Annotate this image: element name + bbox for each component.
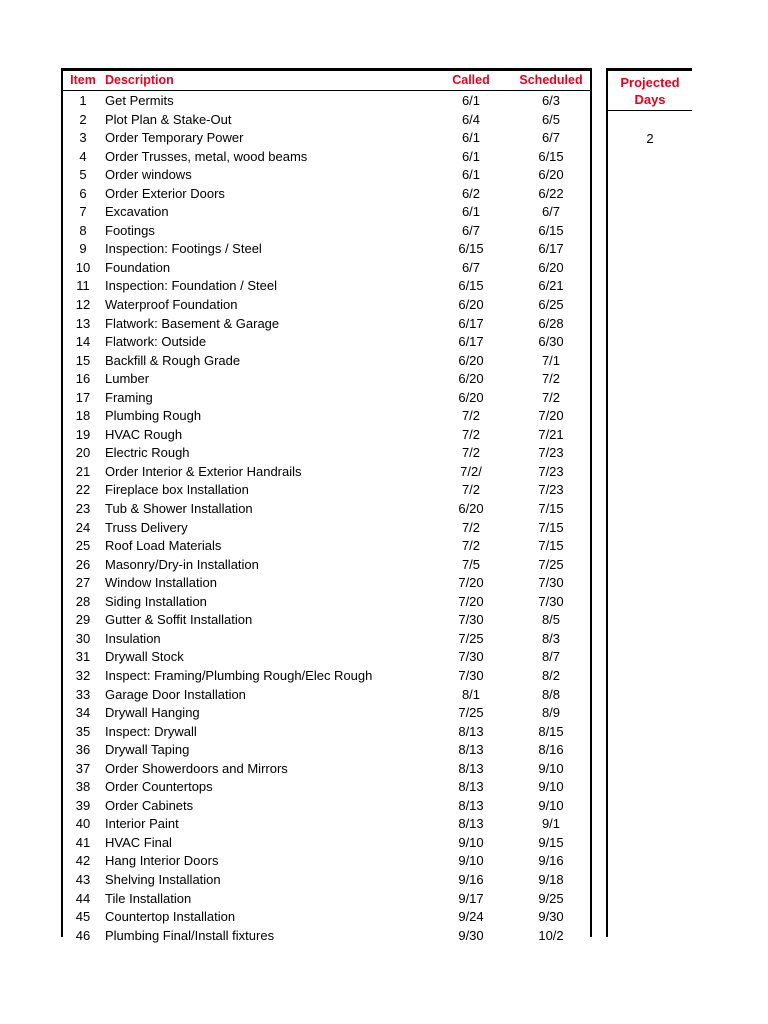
header-scheduled: Scheduled bbox=[519, 73, 583, 87]
table-row bbox=[63, 166, 590, 185]
cell-scheduled: 9/10 bbox=[538, 779, 564, 795]
cell-scheduled: 6/7 bbox=[541, 204, 561, 220]
cell-called: 7/25 bbox=[458, 705, 484, 721]
cell-scheduled: 7/1 bbox=[541, 352, 561, 368]
cell-called: 6/1 bbox=[461, 167, 481, 183]
cell-description: Inspection: Foundation / Steel bbox=[105, 278, 278, 294]
cell-called: 6/15 bbox=[458, 241, 484, 257]
cell-description: Hang Interior Doors bbox=[105, 853, 219, 869]
cell-called: 7/2 bbox=[461, 445, 481, 461]
cell-scheduled: 8/15 bbox=[538, 723, 564, 739]
table-row bbox=[63, 129, 590, 148]
cell-description: Fireplace box Installation bbox=[105, 482, 249, 498]
cell-description: Garage Door Installation bbox=[105, 686, 246, 702]
cell-called: 7/2 bbox=[461, 519, 481, 535]
table-row bbox=[63, 148, 590, 167]
cell-called: 6/1 bbox=[461, 148, 481, 164]
cell-item: 26 bbox=[75, 556, 91, 572]
cell-description: Electric Rough bbox=[105, 445, 190, 461]
cell-item: 36 bbox=[75, 742, 91, 758]
cell-item: 30 bbox=[75, 630, 91, 646]
cell-scheduled: 6/30 bbox=[538, 334, 564, 350]
cell-item: 15 bbox=[75, 352, 91, 368]
table-row bbox=[63, 277, 590, 296]
cell-description: Lumber bbox=[105, 371, 150, 387]
cell-description: Waterproof Foundation bbox=[105, 297, 238, 313]
cell-scheduled: 7/30 bbox=[538, 575, 564, 591]
table-row bbox=[63, 352, 590, 371]
cell-description: Foundation bbox=[105, 259, 171, 275]
cell-called: 6/20 bbox=[458, 501, 484, 517]
cell-called: 6/7 bbox=[461, 222, 481, 238]
cell-description: Drywall Stock bbox=[105, 649, 184, 665]
table-row bbox=[63, 778, 590, 797]
cell-item: 37 bbox=[75, 760, 91, 776]
cell-scheduled: 8/3 bbox=[541, 630, 561, 646]
table-row bbox=[63, 370, 590, 389]
cell-item: 10 bbox=[75, 259, 91, 275]
header-item: Item bbox=[70, 73, 96, 87]
table-row bbox=[63, 92, 590, 111]
cell-called: 7/30 bbox=[458, 667, 484, 683]
table-row bbox=[63, 760, 590, 779]
cell-description: Window Installation bbox=[105, 575, 217, 591]
cell-scheduled: 6/7 bbox=[541, 130, 561, 146]
cell-called: 7/20 bbox=[458, 575, 484, 591]
table-row bbox=[63, 407, 590, 426]
table-row bbox=[63, 723, 590, 742]
cell-scheduled: 9/25 bbox=[538, 890, 564, 906]
cell-called: 8/13 bbox=[458, 760, 484, 776]
table-row bbox=[63, 815, 590, 834]
projected-header-line2: Days bbox=[634, 92, 666, 107]
cell-item: 33 bbox=[75, 686, 91, 702]
cell-description: Roof Load Materials bbox=[105, 538, 222, 554]
cell-item: 5 bbox=[79, 167, 87, 183]
cell-called: 8/13 bbox=[458, 816, 484, 832]
cell-description: Order Cabinets bbox=[105, 797, 194, 813]
cell-description: Countertop Installation bbox=[105, 909, 236, 925]
table-row bbox=[63, 111, 590, 130]
cell-called: 9/30 bbox=[458, 927, 484, 943]
cell-item: 28 bbox=[75, 593, 91, 609]
cell-called: 6/7 bbox=[461, 259, 481, 275]
table-row bbox=[63, 797, 590, 816]
cell-called: 6/1 bbox=[461, 93, 481, 108]
table-row bbox=[63, 222, 590, 241]
table-row bbox=[63, 593, 590, 612]
cell-item: 40 bbox=[75, 816, 91, 832]
cell-scheduled: 8/16 bbox=[538, 742, 564, 758]
cell-called: 9/24 bbox=[458, 909, 484, 925]
projected-days-header bbox=[608, 71, 692, 111]
cell-description: Order Temporary Power bbox=[105, 130, 244, 146]
table-row bbox=[63, 426, 590, 445]
table-row bbox=[63, 890, 590, 909]
table-row bbox=[63, 315, 590, 334]
cell-called: 8/13 bbox=[458, 779, 484, 795]
cell-item: 24 bbox=[75, 519, 91, 535]
projected-days-column bbox=[606, 68, 692, 937]
table-row bbox=[63, 834, 590, 853]
table-row bbox=[63, 611, 590, 630]
cell-called: 6/17 bbox=[458, 315, 484, 331]
cell-description: Plot Plan & Stake-Out bbox=[105, 111, 232, 127]
cell-item: 43 bbox=[75, 871, 91, 887]
cell-scheduled: 6/3 bbox=[541, 93, 561, 108]
cell-called: 8/13 bbox=[458, 742, 484, 758]
cell-scheduled: 9/30 bbox=[538, 909, 564, 925]
cell-called: 6/20 bbox=[458, 371, 484, 387]
cell-item: 41 bbox=[75, 834, 91, 850]
table-row bbox=[63, 259, 590, 278]
table-row bbox=[63, 537, 590, 556]
cell-item: 16 bbox=[75, 371, 91, 387]
cell-called: 6/2 bbox=[461, 185, 481, 201]
cell-scheduled: 7/20 bbox=[538, 408, 564, 424]
table-row bbox=[63, 500, 590, 519]
cell-description: Tile Installation bbox=[105, 890, 192, 906]
cell-description: Order Interior & Exterior Handrails bbox=[105, 463, 302, 479]
cell-scheduled: 6/22 bbox=[538, 185, 564, 201]
cell-description: Masonry/Dry-in Installation bbox=[105, 556, 259, 572]
cell-item: 45 bbox=[75, 909, 91, 925]
cell-item: 29 bbox=[75, 612, 91, 628]
cell-called: 7/2 bbox=[461, 482, 481, 498]
cell-item: 12 bbox=[75, 297, 91, 313]
cell-item: 25 bbox=[75, 538, 91, 554]
cell-item: 38 bbox=[75, 779, 91, 795]
cell-description: Drywall Hanging bbox=[105, 705, 200, 721]
cell-scheduled: 9/10 bbox=[538, 760, 564, 776]
cell-description: Gutter & Soffit Installation bbox=[105, 612, 253, 628]
cell-called: 9/10 bbox=[458, 834, 484, 850]
cell-called: 6/20 bbox=[458, 352, 484, 368]
table-row bbox=[63, 574, 590, 593]
header-called: Called bbox=[452, 73, 490, 87]
projected-header-line1: Projected bbox=[620, 75, 680, 90]
cell-description: Siding Installation bbox=[105, 593, 207, 609]
cell-item: 9 bbox=[79, 241, 87, 257]
cell-called: 6/17 bbox=[458, 334, 484, 350]
cell-scheduled: 9/16 bbox=[538, 853, 564, 869]
cell-scheduled: 8/2 bbox=[541, 667, 561, 683]
table-row bbox=[63, 852, 590, 871]
cell-description: Drywall Taping bbox=[105, 742, 190, 758]
cell-scheduled: 7/15 bbox=[538, 501, 564, 517]
cell-scheduled: 6/5 bbox=[541, 111, 561, 127]
cell-scheduled: 8/8 bbox=[541, 686, 561, 702]
cell-description: Interior Paint bbox=[105, 816, 179, 832]
cell-description: Tub & Shower Installation bbox=[105, 501, 253, 517]
cell-called: 7/2/ bbox=[460, 463, 482, 479]
cell-description: Footings bbox=[105, 222, 155, 238]
cell-scheduled: 9/1 bbox=[541, 816, 561, 832]
cell-scheduled: 8/5 bbox=[541, 612, 561, 628]
table-row bbox=[63, 686, 590, 705]
table-row bbox=[63, 519, 590, 538]
cell-item: 23 bbox=[75, 501, 91, 517]
cell-called: 7/2 bbox=[461, 538, 481, 554]
cell-item: 27 bbox=[75, 575, 91, 591]
table-row bbox=[63, 871, 590, 890]
cell-called: 7/5 bbox=[461, 556, 481, 572]
cell-description: Order Countertops bbox=[105, 779, 213, 795]
cell-scheduled: 6/15 bbox=[538, 148, 564, 164]
cell-scheduled: 7/23 bbox=[538, 482, 564, 498]
cell-item: 6 bbox=[79, 185, 87, 201]
cell-called: 6/4 bbox=[461, 111, 481, 127]
cell-called: 7/20 bbox=[458, 593, 484, 609]
cell-item: 1 bbox=[79, 93, 87, 108]
table-row bbox=[63, 741, 590, 760]
cell-scheduled: 7/2 bbox=[541, 389, 561, 405]
cell-scheduled: 6/25 bbox=[538, 297, 564, 313]
cell-item: 17 bbox=[75, 389, 91, 405]
cell-item: 3 bbox=[79, 130, 87, 146]
cell-called: 7/25 bbox=[458, 630, 484, 646]
cell-called: 6/20 bbox=[458, 297, 484, 313]
cell-description: Inspection: Footings / Steel bbox=[105, 241, 262, 257]
cell-called: 7/2 bbox=[461, 408, 481, 424]
cell-description: Order Exterior Doors bbox=[105, 185, 225, 201]
cell-description: Order Trusses, metal, wood beams bbox=[105, 148, 308, 164]
table-body bbox=[63, 92, 590, 945]
cell-scheduled: 6/17 bbox=[538, 241, 564, 257]
cell-description: Inspect: Drywall bbox=[105, 723, 197, 739]
cell-item: 8 bbox=[79, 222, 87, 238]
cell-scheduled: 6/28 bbox=[538, 315, 564, 331]
cell-called: 7/30 bbox=[458, 612, 484, 628]
cell-item: 44 bbox=[75, 890, 91, 906]
cell-item: 14 bbox=[75, 334, 91, 350]
cell-called: 8/13 bbox=[458, 797, 484, 813]
cell-description: Framing bbox=[105, 389, 153, 405]
cell-scheduled: 7/25 bbox=[538, 556, 564, 572]
table-header bbox=[63, 71, 590, 91]
cell-item: 4 bbox=[79, 148, 87, 164]
cell-description: HVAC Final bbox=[105, 834, 172, 850]
table-row bbox=[63, 908, 590, 927]
cell-scheduled: 10/2 bbox=[538, 927, 564, 943]
cell-item: 7 bbox=[79, 204, 87, 220]
cell-description: Plumbing Final/Install fixtures bbox=[105, 927, 275, 943]
header-description: Description bbox=[105, 73, 174, 87]
cell-called: 6/1 bbox=[461, 130, 481, 146]
cell-item: 32 bbox=[75, 667, 91, 683]
cell-scheduled: 6/21 bbox=[538, 278, 564, 294]
cell-description: Flatwork: Basement & Garage bbox=[105, 315, 280, 331]
schedule-table bbox=[61, 68, 592, 943]
cell-item: 42 bbox=[75, 853, 91, 869]
cell-scheduled: 7/21 bbox=[538, 426, 564, 442]
cell-item: 21 bbox=[75, 463, 91, 479]
cell-scheduled: 7/15 bbox=[538, 538, 564, 554]
table-row bbox=[63, 203, 590, 222]
cell-called: 8/13 bbox=[458, 723, 484, 739]
cell-scheduled: 9/18 bbox=[538, 871, 564, 887]
table-row bbox=[63, 333, 590, 352]
cell-description: Get Permits bbox=[105, 93, 174, 108]
cell-item: 22 bbox=[75, 482, 91, 498]
table-row bbox=[63, 240, 590, 259]
cell-scheduled: 8/9 bbox=[541, 705, 561, 721]
table-row bbox=[63, 185, 590, 204]
cell-called: 9/10 bbox=[458, 853, 484, 869]
cell-description: Order windows bbox=[105, 167, 192, 183]
cell-called: 7/30 bbox=[458, 649, 484, 665]
cell-scheduled: 6/20 bbox=[538, 167, 564, 183]
cell-description: Excavation bbox=[105, 204, 169, 220]
cell-description: Backfill & Rough Grade bbox=[105, 352, 241, 368]
cell-description: Flatwork: Outside bbox=[105, 334, 207, 350]
cell-called: 6/1 bbox=[461, 204, 481, 220]
cell-scheduled: 7/23 bbox=[538, 463, 564, 479]
table-row bbox=[63, 444, 590, 463]
projected-days-value: 2 bbox=[646, 131, 654, 146]
cell-description: Shelving Installation bbox=[105, 871, 221, 887]
cell-item: 20 bbox=[75, 445, 91, 461]
cell-called: 6/20 bbox=[458, 389, 484, 405]
table-row bbox=[63, 630, 590, 649]
table-row bbox=[63, 389, 590, 408]
cell-item: 13 bbox=[75, 315, 91, 331]
cell-called: 6/15 bbox=[458, 278, 484, 294]
cell-item: 39 bbox=[75, 797, 91, 813]
cell-description: Insulation bbox=[105, 630, 161, 646]
cell-description: Truss Delivery bbox=[105, 519, 188, 535]
table-row bbox=[63, 704, 590, 723]
cell-called: 9/17 bbox=[458, 890, 484, 906]
cell-item: 34 bbox=[75, 705, 91, 721]
cell-scheduled: 7/23 bbox=[538, 445, 564, 461]
cell-scheduled: 6/15 bbox=[538, 222, 564, 238]
table-row bbox=[63, 648, 590, 667]
cell-scheduled: 9/10 bbox=[538, 797, 564, 813]
cell-item: 2 bbox=[79, 111, 87, 127]
cell-scheduled: 7/30 bbox=[538, 593, 564, 609]
cell-item: 31 bbox=[75, 649, 91, 665]
cell-item: 35 bbox=[75, 723, 91, 739]
cell-description: Order Showerdoors and Mirrors bbox=[105, 760, 288, 776]
cell-item: 46 bbox=[75, 927, 91, 943]
cell-item: 18 bbox=[75, 408, 91, 424]
table-row bbox=[63, 667, 590, 686]
cell-scheduled: 7/2 bbox=[541, 371, 561, 387]
cell-description: Plumbing Rough bbox=[105, 408, 202, 424]
table-row bbox=[63, 296, 590, 315]
table-row bbox=[63, 556, 590, 575]
cell-called: 7/2 bbox=[461, 426, 481, 442]
cell-description: HVAC Rough bbox=[105, 426, 183, 442]
table-row bbox=[63, 481, 590, 500]
cell-scheduled: 8/7 bbox=[541, 649, 561, 665]
cell-called: 8/1 bbox=[461, 686, 481, 702]
cell-scheduled: 7/15 bbox=[538, 519, 564, 535]
table-row bbox=[63, 927, 590, 946]
cell-scheduled: 9/15 bbox=[538, 834, 564, 850]
cell-scheduled: 6/20 bbox=[538, 259, 564, 275]
table-row bbox=[63, 463, 590, 482]
cell-description: Inspect: Framing/Plumbing Rough/Elec Rough bbox=[105, 667, 373, 683]
cell-item: 11 bbox=[76, 278, 90, 294]
cell-item: 19 bbox=[75, 426, 91, 442]
cell-called: 9/16 bbox=[458, 871, 484, 887]
